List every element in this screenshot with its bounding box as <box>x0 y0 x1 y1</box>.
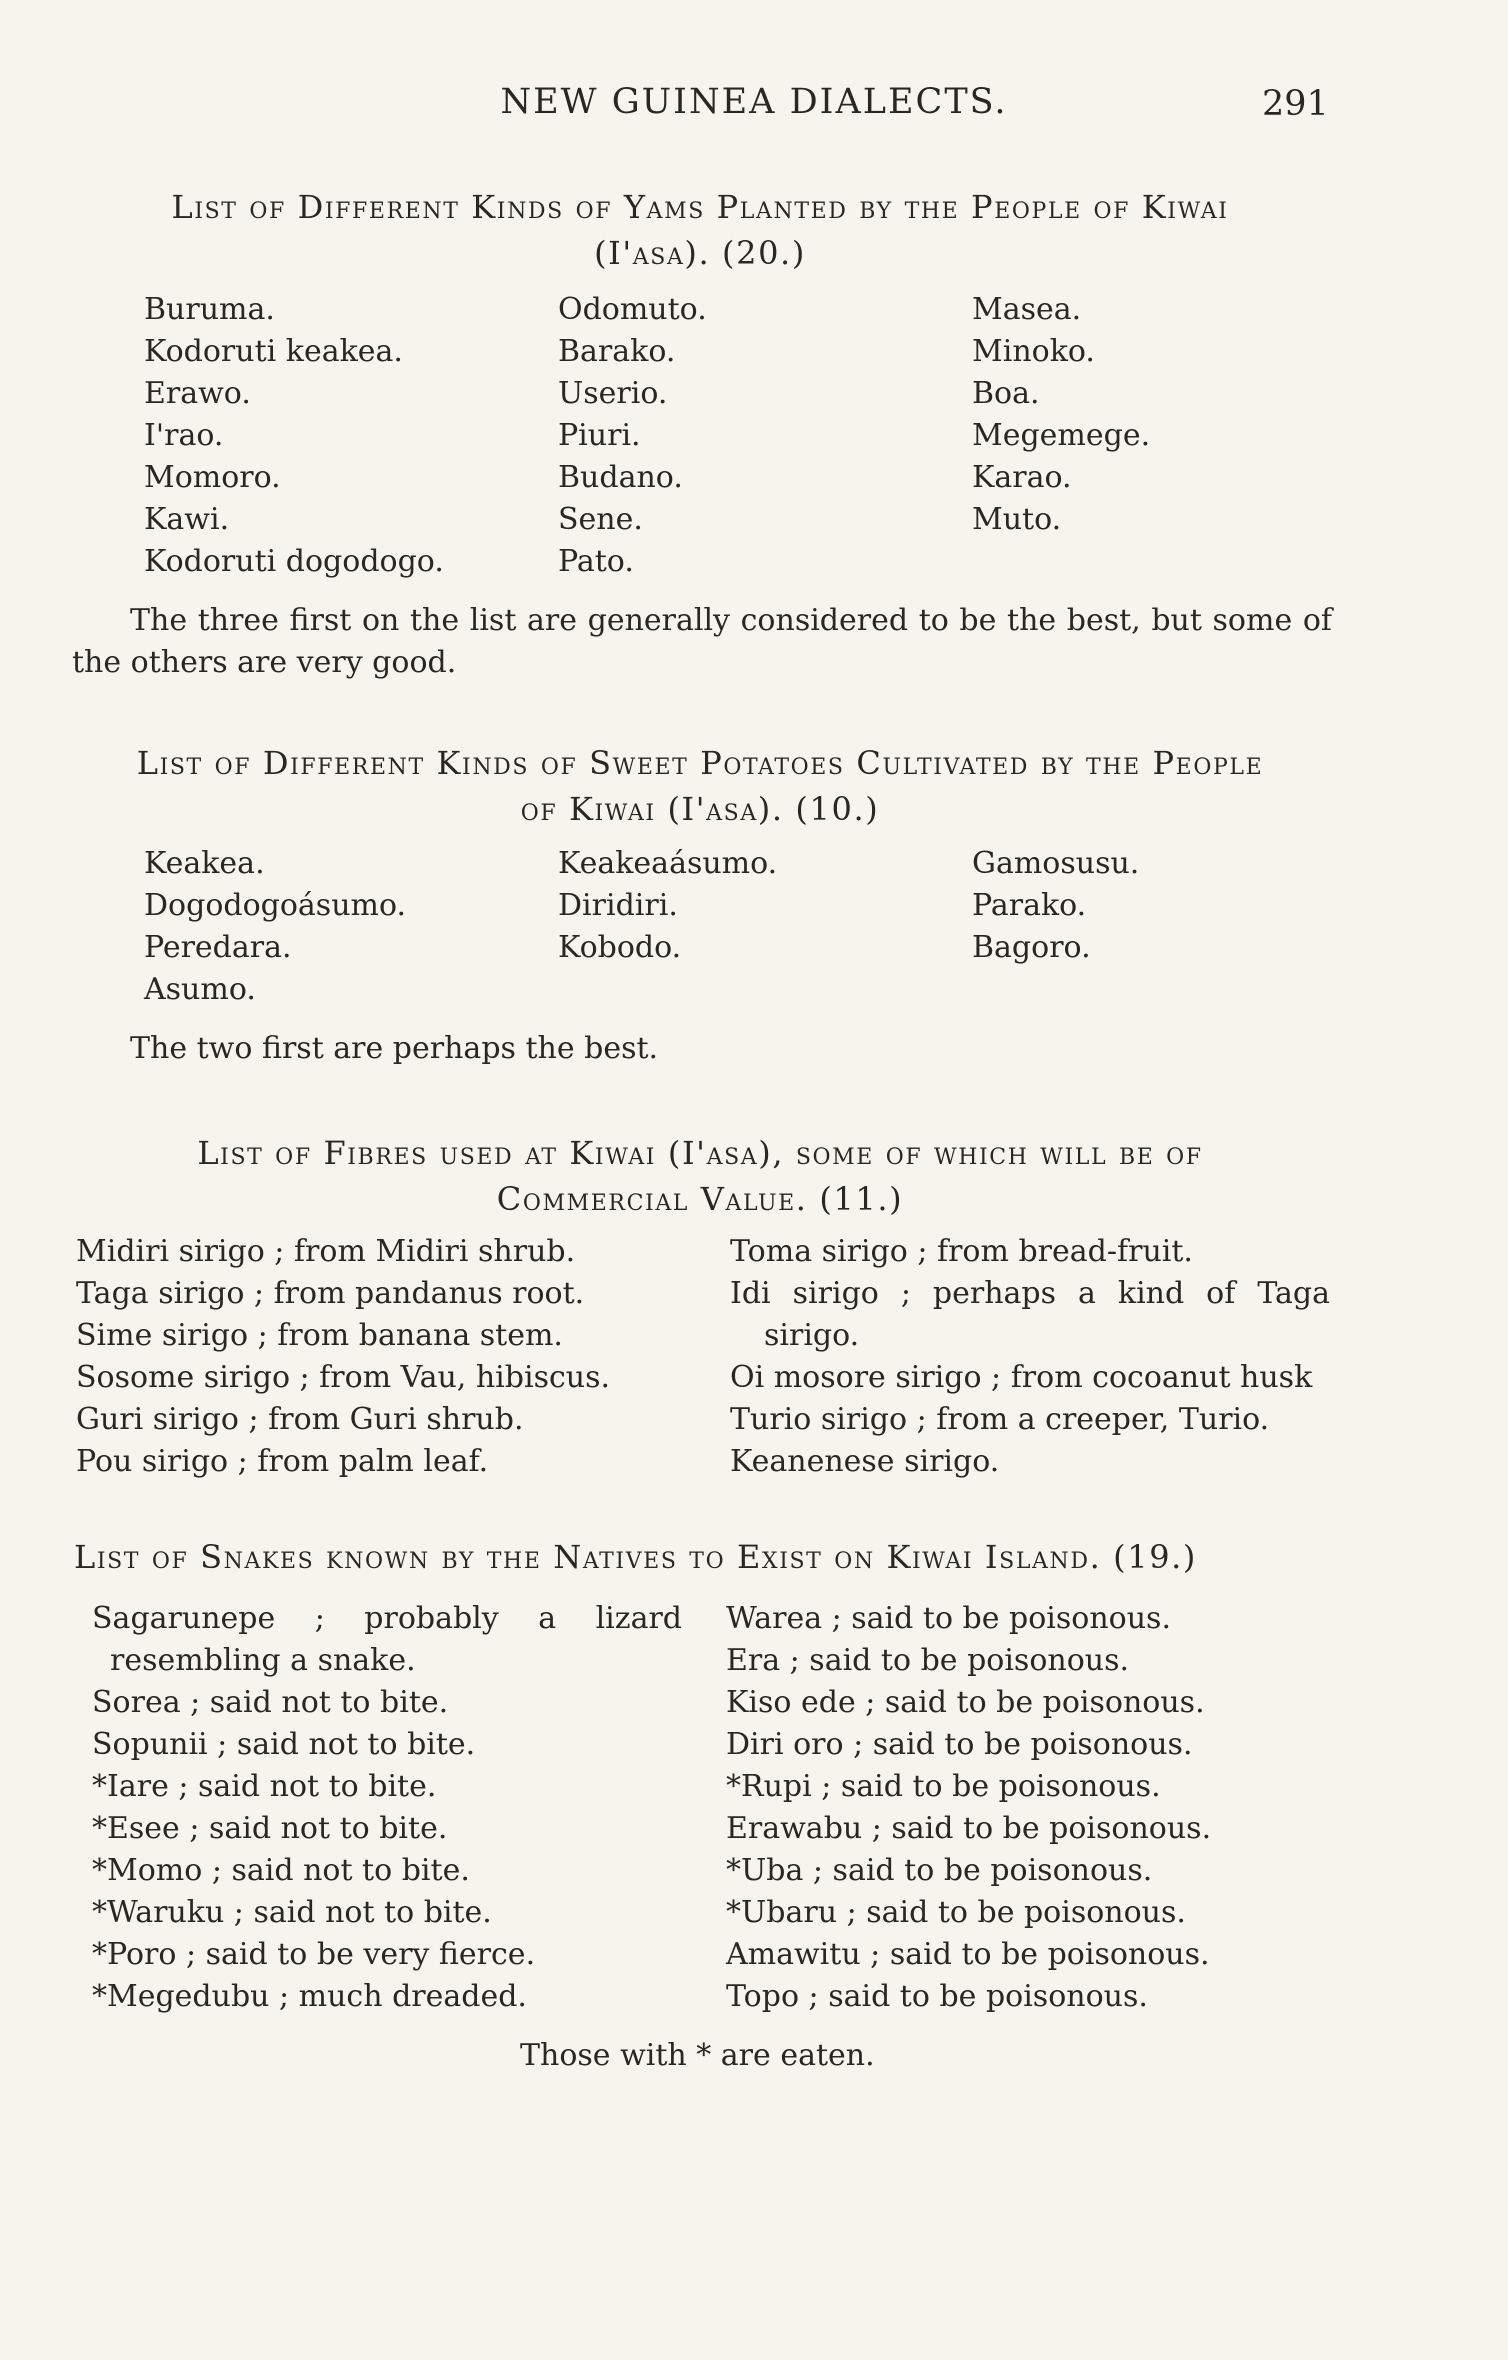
potatoes-column-3 <box>972 843 1139 969</box>
list-item: Oi mosore sirigo ; from cocoanut husk <box>730 1360 1313 1395</box>
list-item: Kawi. <box>144 502 230 537</box>
list-item: Sime sirigo ; from banana stem. <box>76 1318 563 1353</box>
list-item: Kiso ede ; said to be poisonous. <box>726 1685 1205 1720</box>
potatoes-heading-line2: of Kiwai (I'asa). (10.) <box>520 790 880 828</box>
list-item: Boa. <box>972 376 1040 411</box>
list-item: Erawo. <box>144 376 251 411</box>
list-item: Midiri sirigo ; from Midiri shrub. <box>76 1234 576 1269</box>
fibres-heading-line1: List of Fibres used at Kiwai (I'asa), some of which will be of <box>197 1134 1203 1172</box>
potatoes-note: The two first are perhaps the best. <box>130 1031 659 1066</box>
list-item: Pato. <box>558 544 634 579</box>
yams-heading <box>70 184 1330 276</box>
list-item: Userio. <box>558 376 668 411</box>
list-item: Peredara. <box>144 930 292 965</box>
potatoes-column-1 <box>144 843 406 1011</box>
list-item: Sopunii ; said not to bite. <box>92 1727 476 1762</box>
list-item: Guri sirigo ; from Guri shrub. <box>76 1402 524 1437</box>
list-item: Masea. <box>972 292 1082 327</box>
list-item: *Esee ; said not to bite. <box>92 1811 448 1846</box>
list-item: Pou sirigo ; from palm leaf. <box>76 1444 489 1479</box>
list-item: Minoko. <box>972 334 1095 369</box>
list-item: Kodoruti dogodogo. <box>144 544 444 579</box>
list-item: Keakea. <box>144 846 265 881</box>
potatoes-heading-line1: List of Different Kinds of Sweet Potatoes Cultivated by the People <box>136 744 1264 782</box>
list-item: I'rao. <box>144 418 224 453</box>
yams-note: The three first on the list are generally considered to be the best, but some of the others are very good. <box>72 603 1332 680</box>
fibres-right-column <box>730 1231 1330 1483</box>
potatoes-column-2 <box>558 843 777 969</box>
list-item: Amawitu ; said to be poisonous. <box>726 1937 1210 1972</box>
list-item: Dogodogoásumo. <box>144 888 407 923</box>
yams-column-1 <box>144 289 444 583</box>
list-item: *Iare ; said not to bite. <box>92 1769 437 1804</box>
list-item: Taga sirigo ; from pandanus root. <box>76 1276 585 1311</box>
list-item: Sene. <box>558 502 643 537</box>
list-item: Asumo. <box>144 972 256 1007</box>
list-item: Odomuto. <box>558 292 707 327</box>
snakes-left-column <box>92 1598 682 2018</box>
snakes-note: Those with * are eaten. <box>520 2038 875 2073</box>
running-title: NEW GUINEA DIALECTS. <box>500 82 1008 122</box>
list-item: *Rupi ; said to be poisonous. <box>726 1769 1161 1804</box>
list-item: Era ; said to be poisonous. <box>726 1643 1130 1678</box>
list-item: Turio sirigo ; from a creeper, Turio. <box>730 1402 1270 1437</box>
list-item: Megemege. <box>972 418 1151 453</box>
list-item: Barako. <box>558 334 676 369</box>
list-item: Bagoro. <box>972 930 1091 965</box>
list-item: *Momo ; said not to bite. <box>92 1853 470 1888</box>
list-item: Erawabu ; said to be poisonous. <box>726 1811 1212 1846</box>
yams-heading-line1: List of Different Kinds of Yams Planted by the People of Kiwai <box>171 188 1229 226</box>
fibres-left-column <box>76 1231 696 1483</box>
list-item: Diridiri. <box>558 888 678 923</box>
list-item: Idi sirigo ; perhaps a kind of Taga sirigo. <box>730 1276 1330 1353</box>
list-item: *Waruku ; said not to bite. <box>92 1895 492 1930</box>
list-item: Keanenese sirigo. <box>730 1444 1000 1479</box>
list-item: Sagarunepe ; probably a lizard resembling a snake. <box>92 1601 682 1678</box>
list-item: *Uba ; said to be poisonous. <box>726 1853 1153 1888</box>
list-item: Parako. <box>972 888 1087 923</box>
potatoes-heading <box>70 740 1330 832</box>
list-item: Budano. <box>558 460 683 495</box>
list-item: Gamosusu. <box>972 846 1140 881</box>
yams-column-2 <box>558 289 707 583</box>
yams-column-3 <box>972 289 1150 541</box>
list-item: Keakeaásumo. <box>558 846 778 881</box>
list-item: *Poro ; said to be very fierce. <box>92 1937 536 1972</box>
list-item: Muto. <box>972 502 1062 537</box>
snakes-right-column <box>726 1598 1326 2018</box>
list-item: Diri oro ; said to be poisonous. <box>726 1727 1193 1762</box>
list-item: Piuri. <box>558 418 641 453</box>
page-number: 291 <box>1262 84 1329 124</box>
list-item: *Megedubu ; much dreaded. <box>92 1979 527 2014</box>
list-item: Karao. <box>972 460 1072 495</box>
yams-heading-line2: (I'asa). (20.) <box>594 234 806 272</box>
fibres-heading-line2: Commercial Value. (11.) <box>496 1180 904 1218</box>
list-item: Buruma. <box>144 292 275 327</box>
list-item: Kodoruti keakea. <box>144 334 403 369</box>
list-item: Warea ; said to be poisonous. <box>726 1601 1171 1636</box>
list-item: *Ubaru ; said to be poisonous. <box>726 1895 1186 1930</box>
list-item: Sorea ; said not to bite. <box>92 1685 449 1720</box>
list-item: Toma sirigo ; from bread-fruit. <box>730 1234 1193 1269</box>
list-item: Kobodo. <box>558 930 682 965</box>
snakes-heading: List of Snakes known by the Natives to Exist on Kiwai Island. (19.) <box>74 1538 1198 1576</box>
list-item: Topo ; said to be poisonous. <box>726 1979 1148 2014</box>
list-item: Sosome sirigo ; from Vau, hibiscus. <box>76 1360 611 1395</box>
list-item: Momoro. <box>144 460 281 495</box>
fibres-heading <box>70 1130 1330 1222</box>
